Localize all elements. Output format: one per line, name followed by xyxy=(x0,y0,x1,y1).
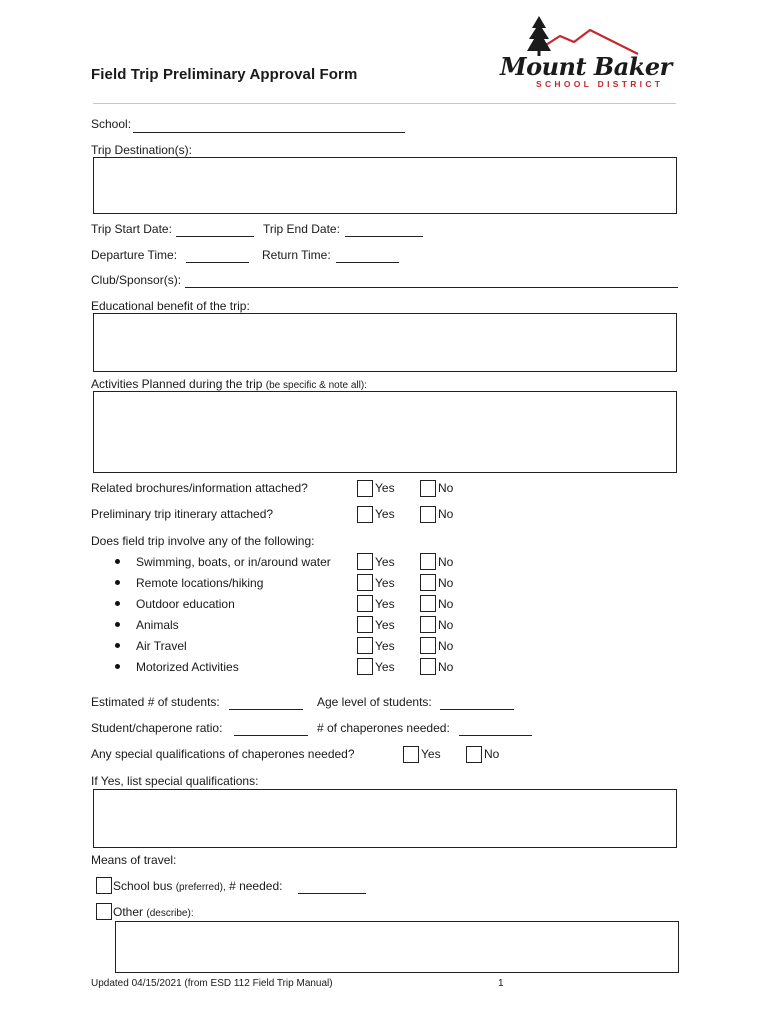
involve-item-motorized: Motorized Activities xyxy=(136,660,239,674)
involve-item-swimming: Swimming, boats, or in/around water xyxy=(136,555,331,569)
list-qualifications-label: If Yes, list special qualifications: xyxy=(91,774,259,788)
itinerary-label: Preliminary trip itinerary attached? xyxy=(91,507,274,521)
buses-needed-line[interactable] xyxy=(298,893,366,894)
animals-yes-checkbox[interactable] xyxy=(357,616,373,633)
motorized-yes-checkbox[interactable] xyxy=(357,658,373,675)
bullet-icon xyxy=(115,664,120,669)
animals-yes-label: Yes xyxy=(375,618,395,632)
preferred-note: (preferred), xyxy=(175,882,226,893)
educational-benefit-label: Educational benefit of the trip: xyxy=(91,299,250,313)
school-bus-checkbox[interactable] xyxy=(96,877,112,894)
number-needed-text: # needed: xyxy=(229,879,283,893)
ratio-label: Student/chaperone ratio: xyxy=(91,721,223,735)
air-travel-yes-checkbox[interactable] xyxy=(357,637,373,654)
bullet-icon xyxy=(115,559,120,564)
trip-destination-box[interactable] xyxy=(93,157,677,214)
departure-time-label: Departure Time: xyxy=(91,248,178,262)
remote-no-label: No xyxy=(438,576,454,590)
bullet-icon xyxy=(115,580,120,585)
involve-item-air-travel: Air Travel xyxy=(136,639,187,653)
itinerary-no-checkbox[interactable] xyxy=(420,506,436,523)
brochures-yes-checkbox[interactable] xyxy=(357,480,373,497)
return-time-label: Return Time: xyxy=(262,248,331,262)
trip-start-date-label: Trip Start Date: xyxy=(91,222,172,236)
outdoor-no-checkbox[interactable] xyxy=(420,595,436,612)
brochures-yes-label: Yes xyxy=(375,481,395,495)
trip-end-date-line[interactable] xyxy=(345,236,423,237)
school-input-line[interactable] xyxy=(133,132,405,133)
air-travel-no-label: No xyxy=(438,639,454,653)
motorized-yes-label: Yes xyxy=(375,660,395,674)
bullet-icon xyxy=(115,601,120,606)
age-level-label: Age level of students: xyxy=(317,695,432,709)
involve-item-remote: Remote locations/hiking xyxy=(136,576,264,590)
ratio-line[interactable] xyxy=(234,735,308,736)
qualifications-yes-label: Yes xyxy=(421,747,441,761)
air-travel-yes-label: Yes xyxy=(375,639,395,653)
header-divider xyxy=(93,103,676,104)
club-sponsor-label: Club/Sponsor(s): xyxy=(91,273,182,287)
swimming-yes-checkbox[interactable] xyxy=(357,553,373,570)
educational-benefit-box[interactable] xyxy=(93,313,677,372)
activities-planned-text: Activities Planned during the trip xyxy=(91,377,263,391)
animals-no-checkbox[interactable] xyxy=(420,616,436,633)
page-number: 1 xyxy=(498,978,504,989)
brochures-no-checkbox[interactable] xyxy=(420,480,436,497)
involve-heading: Does field trip involve any of the following: xyxy=(91,534,315,548)
district-logo xyxy=(498,14,680,90)
animals-no-label: No xyxy=(438,618,454,632)
school-bus-text: School bus xyxy=(113,879,173,893)
itinerary-yes-label: Yes xyxy=(375,507,395,521)
outdoor-yes-checkbox[interactable] xyxy=(357,595,373,612)
age-level-line[interactable] xyxy=(440,709,514,710)
qualifications-yes-checkbox[interactable] xyxy=(403,746,419,763)
logo-subtitle: SCHOOL DISTRICT xyxy=(536,79,664,89)
special-qualifications-label: Any special qualifications of chaperones needed? xyxy=(91,747,355,761)
motorized-no-label: No xyxy=(438,660,454,674)
other-travel-label xyxy=(113,905,194,921)
form-title: Field Trip Preliminary Approval Form xyxy=(91,66,358,83)
chaperones-needed-line[interactable] xyxy=(459,735,532,736)
departure-time-line[interactable] xyxy=(186,262,249,263)
other-travel-box[interactable] xyxy=(115,921,679,973)
activities-planned-box[interactable] xyxy=(93,391,677,473)
bullet-icon xyxy=(115,643,120,648)
qualifications-no-label: No xyxy=(484,747,500,761)
swimming-no-checkbox[interactable] xyxy=(420,553,436,570)
swimming-yes-label: Yes xyxy=(375,555,395,569)
outdoor-yes-label: Yes xyxy=(375,597,395,611)
school-bus-label xyxy=(113,879,282,895)
return-time-line[interactable] xyxy=(336,262,399,263)
logo-wordmark: Mount Baker xyxy=(500,52,672,81)
involve-item-animals: Animals xyxy=(136,618,179,632)
bullet-icon xyxy=(115,622,120,627)
chaperones-needed-label: # of chaperones needed: xyxy=(317,721,450,735)
footer-updated: Updated 04/15/2021 (from ESD 112 Field Trip Manual) xyxy=(91,978,333,989)
remote-yes-checkbox[interactable] xyxy=(357,574,373,591)
remote-yes-label: Yes xyxy=(375,576,395,590)
itinerary-no-label: No xyxy=(438,507,454,521)
other-text: Other xyxy=(113,905,144,919)
brochures-no-label: No xyxy=(438,481,454,495)
trip-destination-label: Trip Destination(s): xyxy=(91,143,192,157)
remote-no-checkbox[interactable] xyxy=(420,574,436,591)
estimated-students-label: Estimated # of students: xyxy=(91,695,220,709)
school-label: School: xyxy=(91,117,132,131)
itinerary-yes-checkbox[interactable] xyxy=(357,506,373,523)
swimming-no-label: No xyxy=(438,555,454,569)
club-sponsor-line[interactable] xyxy=(185,287,678,288)
other-travel-checkbox[interactable] xyxy=(96,903,112,920)
estimated-students-line[interactable] xyxy=(229,709,303,710)
qualifications-no-checkbox[interactable] xyxy=(466,746,482,763)
list-qualifications-box[interactable] xyxy=(93,789,677,848)
motorized-no-checkbox[interactable] xyxy=(420,658,436,675)
activities-note: (be specific & note all): xyxy=(265,380,367,391)
trip-start-date-line[interactable] xyxy=(176,236,254,237)
outdoor-no-label: No xyxy=(438,597,454,611)
describe-note: (describe): xyxy=(146,908,194,919)
involve-item-outdoor: Outdoor education xyxy=(136,597,235,611)
brochures-label: Related brochures/information attached? xyxy=(91,481,308,495)
means-of-travel-label: Means of travel: xyxy=(91,853,177,867)
trip-end-date-label: Trip End Date: xyxy=(263,222,340,236)
air-travel-no-checkbox[interactable] xyxy=(420,637,436,654)
